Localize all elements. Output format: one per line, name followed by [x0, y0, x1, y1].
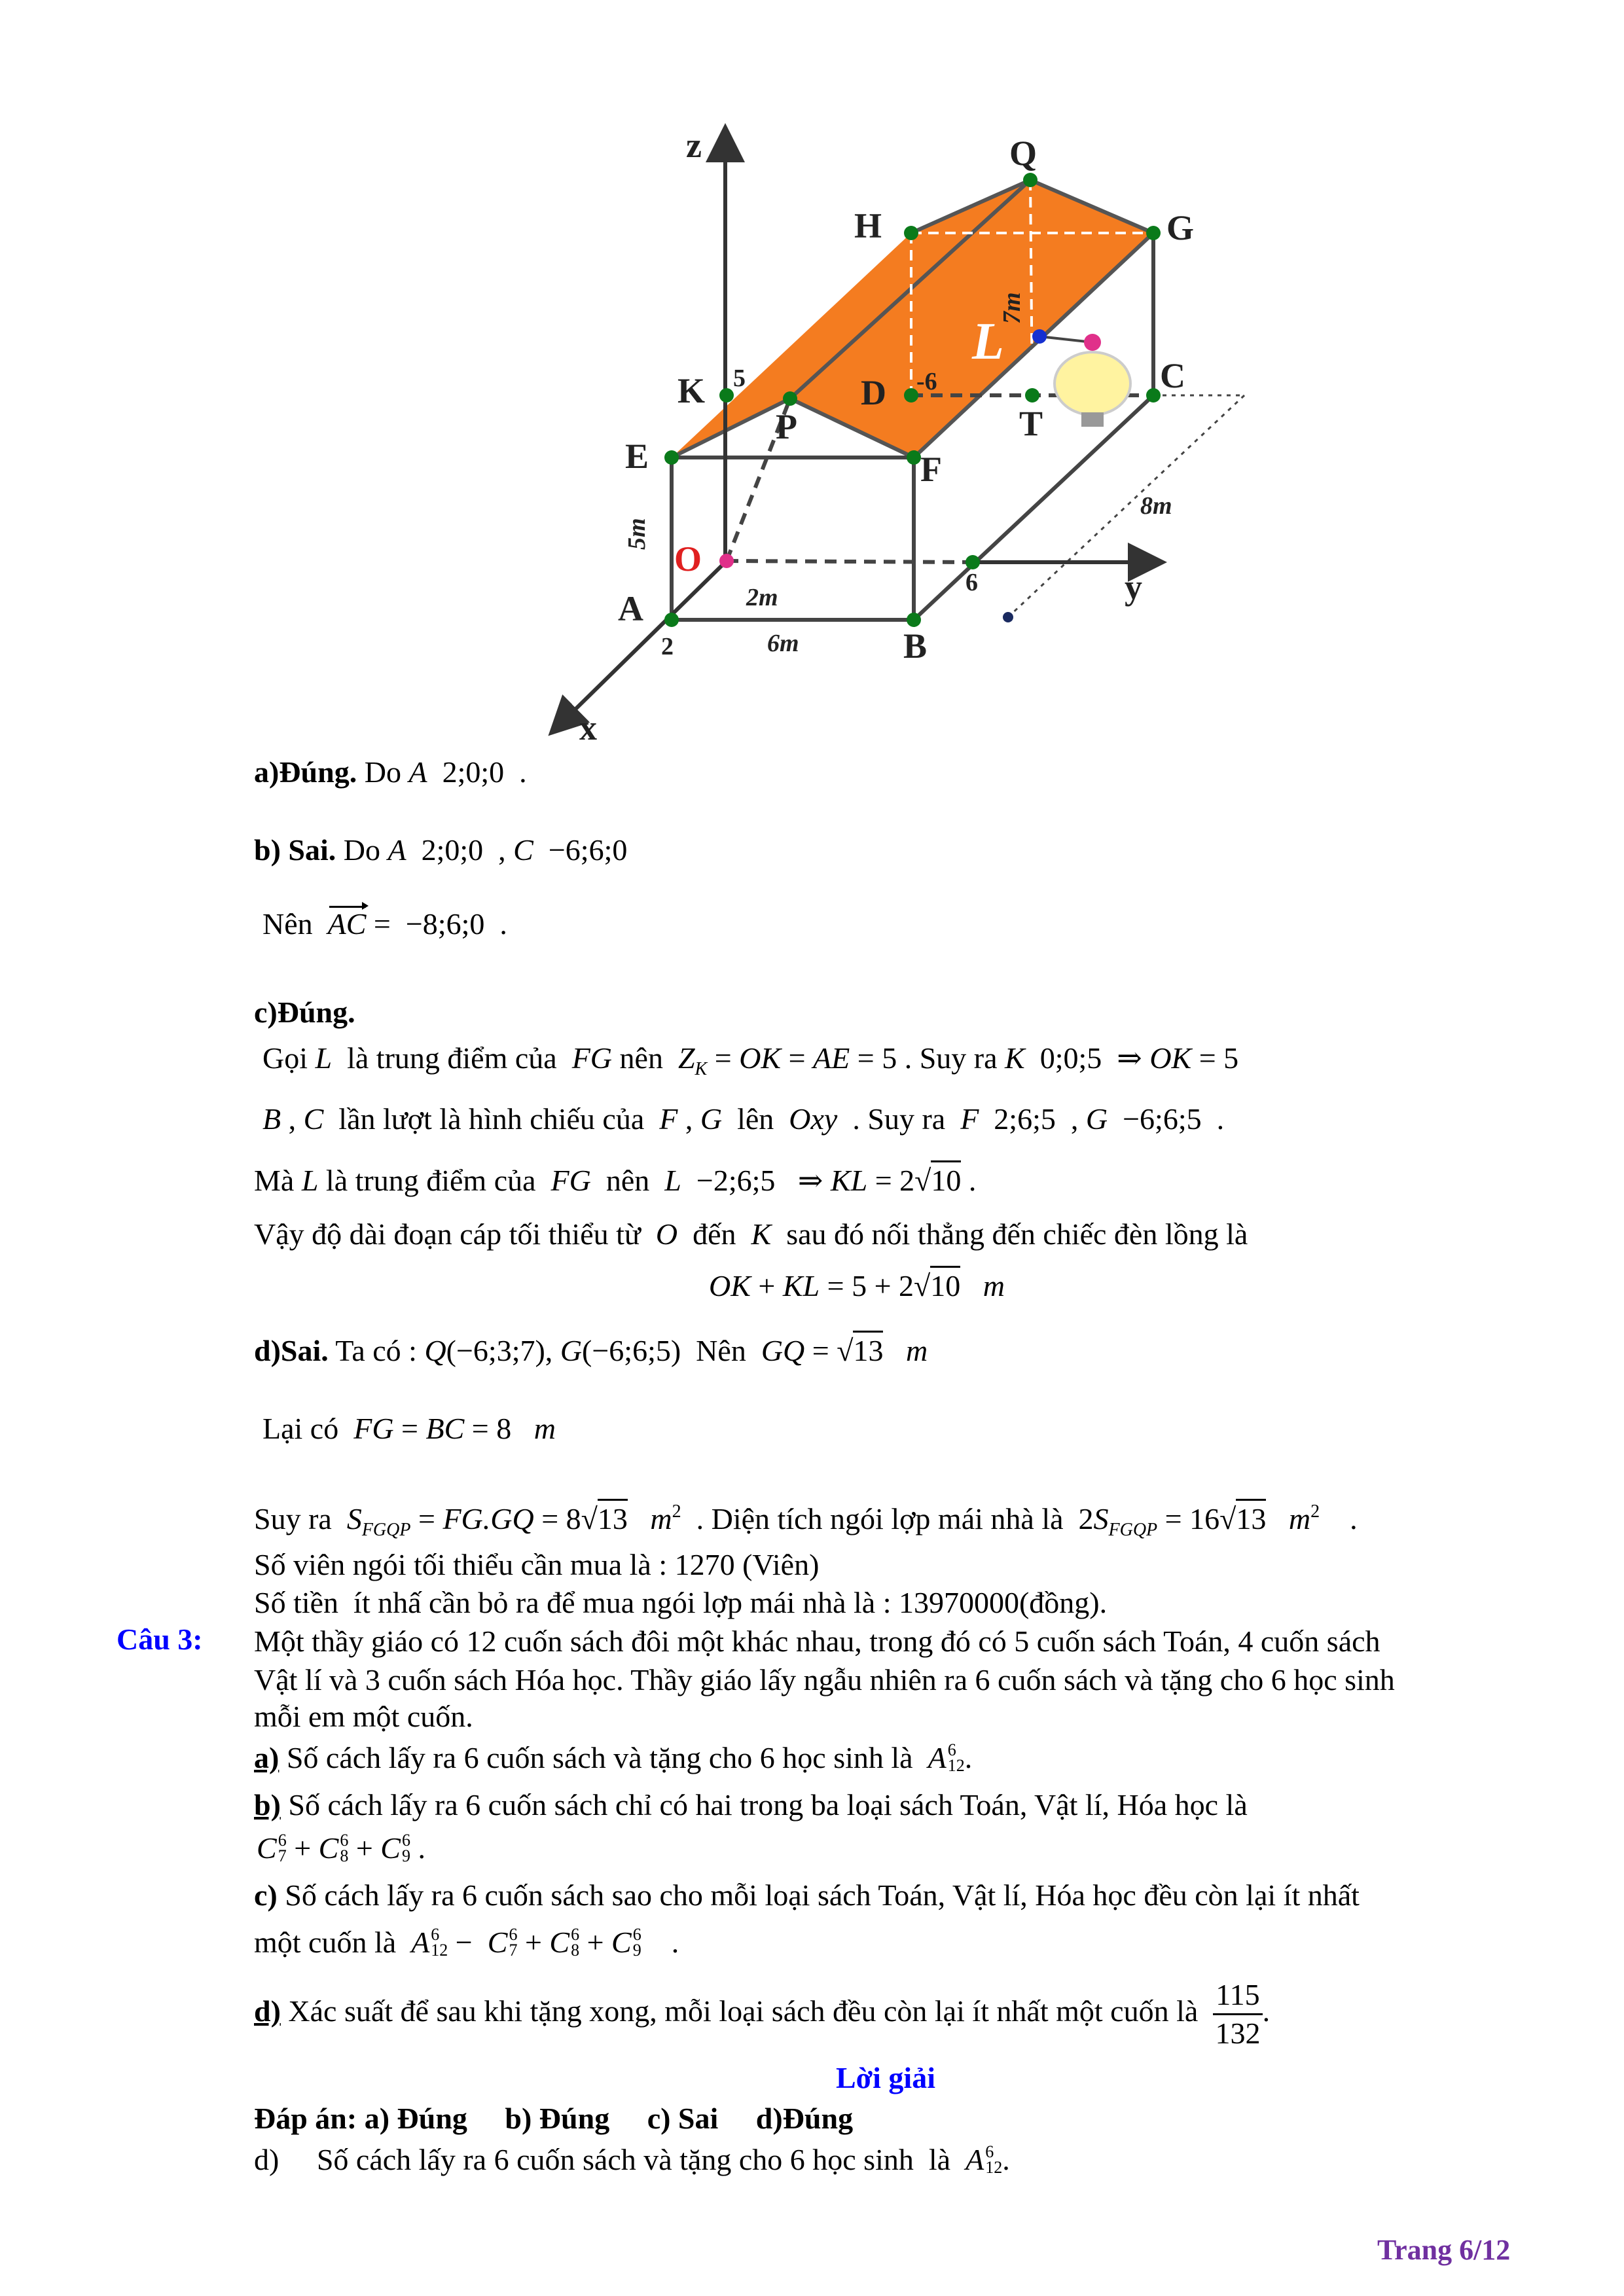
text-run: ,	[281, 1102, 304, 1136]
math-indices	[985, 2144, 1002, 2176]
question-text-1	[254, 1622, 1380, 1661]
math-sqrt	[914, 1160, 961, 1197]
text-run: = 5 . Suy ra	[850, 1041, 1005, 1075]
math-subscript: 12	[431, 1941, 448, 1960]
math-combinatorics	[549, 1923, 579, 1962]
math-variable: OK	[739, 1041, 782, 1075]
text-run: nên	[612, 1041, 678, 1075]
math-base: S	[1093, 1502, 1109, 1535]
math-variable: Q	[424, 1334, 446, 1367]
text-run: = 8	[533, 1502, 581, 1535]
answer-d-line5	[254, 1583, 1107, 1623]
text-run: =	[804, 1334, 837, 1367]
text-run: Số cách lấy ra 6 cuốn sách sao cho mỗi loại sách Toán, Vật lí, Hóa học đều còn lại ít nhất	[277, 1878, 1360, 1912]
text-run: −	[448, 1926, 488, 1959]
fraction-denominator: 132	[1215, 2017, 1261, 2050]
math-combinatorics	[965, 2140, 1002, 2179]
text-run: +	[517, 1926, 550, 1959]
page-number: Trang 6/12	[1377, 2234, 1511, 2266]
math-subscript: 8	[571, 1941, 580, 1960]
mark-6: 6	[965, 569, 978, 596]
mark-7m: 7m	[998, 292, 1026, 324]
text-run: ,	[677, 1102, 700, 1136]
sqrt-radicand: 10	[931, 1160, 961, 1197]
text-run: +	[348, 1831, 381, 1865]
label-x: x	[579, 708, 597, 747]
math-indices	[278, 1833, 287, 1864]
math-base: C	[257, 1831, 277, 1865]
answer-d-line2	[262, 1409, 556, 1448]
math-indices	[948, 1742, 965, 1774]
text-run: (−6;3;7),	[446, 1334, 560, 1367]
text-run: =	[707, 1041, 740, 1075]
math-variable: B	[262, 1102, 281, 1136]
math-subscript: 12	[985, 2158, 1003, 2177]
math-variable: K	[1005, 1041, 1025, 1075]
math-subscript: 12	[947, 1756, 965, 1775]
label-D: D	[861, 373, 886, 412]
math-variable: FG.GQ	[442, 1502, 534, 1535]
math-superscript: 6	[431, 1925, 440, 1944]
math-variable: G	[700, 1102, 723, 1136]
sqrt-radicand: 13	[853, 1331, 883, 1367]
math-superscript: 6	[340, 1831, 349, 1850]
label-H: H	[854, 206, 882, 245]
sqrt-sign: √	[914, 1164, 931, 1197]
text-run: Số viên ngói tối thiểu cần mua là : 1270 (Viên)	[254, 1548, 820, 1581]
text-run: lần lượt là hình chiếu của	[323, 1102, 660, 1136]
answer-d	[254, 1331, 928, 1371]
math-superscript: 6	[571, 1925, 580, 1944]
math-variable: L	[315, 1041, 333, 1075]
text-run: = 16	[1157, 1502, 1220, 1535]
text-run: =	[393, 1412, 426, 1445]
text-run: Nên	[262, 907, 328, 941]
math-base: Z	[677, 1041, 695, 1075]
math-superscript: 6	[509, 1925, 518, 1944]
math-base: S	[346, 1502, 362, 1535]
math-variable: BC	[425, 1412, 465, 1445]
text-run: .	[964, 1741, 973, 1774]
text-run: Một thầy giáo có 12 cuốn sách đôi một khác nhau, trong đó có 5 cuốn sách Toán, 4 cuốn sách	[254, 1624, 1380, 1658]
text-run: d)	[254, 1994, 281, 2028]
math-combinatorics	[611, 1923, 641, 1962]
math-variable: G	[560, 1334, 583, 1367]
geometry-figure	[0, 0, 1624, 785]
math-variable: FG	[353, 1412, 394, 1445]
label-E: E	[625, 437, 649, 476]
math-variable: m	[1288, 1502, 1311, 1535]
math-sqrt	[914, 1266, 960, 1302]
answer-c-line4	[254, 1215, 1248, 1254]
math-base: C	[549, 1926, 570, 1959]
sqrt-radicand: 13	[1236, 1499, 1266, 1535]
math-vector: AC	[328, 905, 367, 944]
text-run: a)Đúng.	[254, 755, 357, 789]
text-run: −6;6;5 .	[1108, 1102, 1225, 1136]
text-run: Số cách lấy ra 6 cuốn sách chỉ có hai trong ba loại sách Toán, Vật lí, Hóa học là	[280, 1788, 1248, 1821]
answer-d-line3	[254, 1492, 1358, 1550]
statement-c-formula	[254, 1923, 679, 1962]
text-run: = 5	[1191, 1041, 1239, 1075]
answer-c-line1	[262, 1039, 1238, 1089]
math-indices	[509, 1927, 517, 1958]
math-variable: L	[664, 1164, 681, 1197]
question-label: Câu 3:	[117, 1623, 203, 1656]
math-combinatorics	[319, 1829, 349, 1868]
label-F: F	[920, 450, 942, 489]
text-run: 2;6;5 ,	[979, 1102, 1086, 1136]
text-run: Gọi	[262, 1041, 316, 1075]
text-run: a)	[254, 1741, 280, 1774]
math-indices	[431, 1927, 448, 1958]
mark-2m: 2m	[746, 584, 778, 611]
text-run: d) Số cách lấy ra 6 cuốn sách và tặng cho 6 học sinh là	[254, 2143, 966, 2176]
text-run: Do	[357, 755, 409, 789]
math-base: A	[965, 2143, 984, 2176]
answer-c-formula	[709, 1266, 1005, 1306]
text-run: =	[410, 1502, 443, 1535]
text-run: +	[750, 1269, 783, 1302]
math-base: C	[487, 1926, 508, 1959]
answer-b	[254, 831, 627, 870]
text-run: 2	[1310, 1501, 1320, 1522]
label-y: y	[1125, 567, 1142, 607]
math-fraction	[1213, 1977, 1262, 2052]
text-run: .	[1262, 1994, 1271, 2028]
question-text-3	[254, 1697, 473, 1736]
text-run: Số cách lấy ra 6 cuốn sách và tặng cho 6 học sinh là	[279, 1741, 928, 1774]
text-run: Số tiền ít nhấ cần bỏ ra để mua ngói lợp mái nhà là : 13970000(đồng).	[254, 1586, 1108, 1619]
text-run: c)Đúng.	[254, 996, 355, 1029]
text-run: là trung điểm của	[318, 1164, 551, 1197]
text-run: Xác suất để sau khi tặng xong, mỗi loại sách đều còn lại ít nhất một cuốn là	[280, 1994, 1214, 2028]
math-variable: FG	[571, 1041, 613, 1075]
math-subscript: FGQP	[361, 1520, 411, 1540]
math-superscript: 6	[985, 2142, 994, 2161]
math-base: C	[611, 1926, 632, 1959]
sqrt-sign: √	[581, 1502, 598, 1535]
math-variable: F	[960, 1102, 979, 1136]
math-variable: G	[1085, 1102, 1108, 1136]
text-run: −6;6;0	[533, 833, 628, 867]
answer-c-line2	[262, 1100, 1224, 1139]
sqrt-sign: √	[1219, 1502, 1236, 1535]
math-superscript: 6	[947, 1740, 956, 1759]
math-variable: m	[650, 1502, 672, 1535]
statement-c	[254, 1876, 1360, 1915]
label-B: B	[903, 626, 928, 666]
math-subscript: FGQP	[1108, 1520, 1158, 1540]
text-run	[960, 1269, 983, 1302]
answer-a	[254, 753, 527, 792]
math-variable: AE	[813, 1041, 850, 1075]
question-text-2	[254, 1660, 1395, 1700]
label-T: T	[1019, 404, 1043, 443]
text-run	[628, 1502, 651, 1535]
text-run: là trung điểm của	[332, 1041, 572, 1075]
mark-8m: 8m	[1140, 492, 1172, 520]
text-run: Do	[336, 833, 388, 867]
answer-c-line3	[254, 1161, 976, 1200]
math-variable: A	[388, 833, 406, 867]
math-variable: OK	[709, 1269, 751, 1302]
text-run: Đáp án: a) Đúng b) Đúng c) Sai d)Đúng	[254, 2102, 854, 2135]
text-run: +	[579, 1926, 612, 1959]
math-variable: K	[751, 1217, 772, 1251]
text-run: lên	[722, 1102, 789, 1136]
text-run: . Suy ra	[837, 1102, 961, 1136]
answer-key	[254, 2099, 853, 2138]
math-combinatorics	[380, 1829, 410, 1868]
math-variable: m	[533, 1412, 556, 1445]
text-run: = 2	[867, 1164, 915, 1197]
text-run: .	[641, 1926, 679, 1959]
math-base: A	[411, 1926, 430, 1959]
text-run: = 8	[464, 1412, 534, 1445]
math-superscript: 6	[401, 1831, 410, 1850]
math-variable: F	[659, 1102, 678, 1136]
math-subscript: 9	[632, 1941, 641, 1960]
text-run: −2;6;5 ⇒	[681, 1164, 831, 1197]
label-C: C	[1160, 356, 1185, 395]
mark-2: 2	[661, 633, 674, 660]
solution-line	[254, 2140, 1010, 2179]
math-variable: Oxy	[789, 1102, 838, 1136]
label-A: A	[618, 589, 643, 628]
math-combinatorics	[928, 1738, 965, 1778]
sqrt-sign: √	[914, 1269, 931, 1302]
math-variable: OK	[1149, 1041, 1192, 1075]
math-combinatorics	[257, 1829, 287, 1868]
text-run: b) Sai.	[254, 833, 336, 867]
math-variable: KL	[782, 1269, 820, 1302]
text-run: c)	[254, 1878, 278, 1912]
text-run	[883, 1334, 906, 1367]
answer-b-vector	[262, 905, 507, 944]
text-run: 0;0;5 ⇒	[1024, 1041, 1150, 1075]
math-variable: L	[301, 1164, 319, 1197]
text-run: Vật lí và 3 cuốn sách Hóa học. Thầy giáo lấy ngẫu nhiên ra 6 cuốn sách và tặng cho 6 học sinh	[254, 1663, 1395, 1696]
math-variable: FG	[550, 1164, 591, 1197]
math-variable: C	[513, 833, 533, 867]
math-subscript: 7	[278, 1846, 287, 1865]
math-variable: A	[408, 755, 427, 789]
math-superscript: 6	[278, 1831, 287, 1850]
text-run: .	[410, 1831, 425, 1865]
math-variable: m	[983, 1269, 1005, 1302]
text-run: mỗi em một cuốn.	[254, 1700, 473, 1733]
math-combinatorics	[411, 1923, 448, 1962]
math-subscript: 8	[340, 1846, 349, 1865]
answer-c-heading	[254, 993, 355, 1032]
statement-b-formula	[257, 1829, 425, 1868]
mark-5m: 5m	[623, 518, 651, 550]
label-O: O	[674, 539, 702, 579]
math-indices	[340, 1833, 348, 1864]
text-run: Suy ra	[254, 1502, 347, 1535]
math-base: C	[380, 1831, 401, 1865]
label-L: L	[972, 313, 1004, 370]
text-run: 2	[672, 1501, 681, 1522]
math-subscript: 9	[401, 1846, 410, 1865]
lantern-icon	[1055, 352, 1130, 427]
math-sqrt	[581, 1499, 628, 1535]
mark-minus6: -6	[916, 368, 937, 395]
text-run: . Diện tích ngói lợp mái nhà là 2	[681, 1502, 1094, 1535]
text-run: +	[286, 1831, 319, 1865]
text-run: (−6;6;5) Nên	[582, 1334, 761, 1367]
math-variable: C	[303, 1102, 324, 1136]
math-subscripted	[677, 1041, 708, 1079]
math-superscript: 6	[632, 1925, 641, 1944]
statement-a	[254, 1738, 972, 1778]
text-run: = −8;6;0 .	[366, 907, 507, 941]
math-base: A	[928, 1741, 947, 1774]
text-run: một cuốn là	[254, 1926, 412, 1959]
text-run: Vậy độ dài đoạn cáp tối thiểu từ	[254, 1217, 656, 1251]
text-run: sau đó nối thẳng đến chiếc đèn lồng là	[771, 1217, 1248, 1251]
solution-heading: Lời giải	[836, 2061, 935, 2094]
text-run	[1266, 1502, 1289, 1535]
sqrt-sign: √	[837, 1334, 854, 1367]
math-indices	[571, 1927, 579, 1958]
sqrt-radicand: 13	[598, 1499, 628, 1535]
math-sqrt	[1219, 1499, 1266, 1535]
math-sqrt	[837, 1331, 883, 1367]
math-subscripted	[1093, 1502, 1158, 1540]
math-indices	[633, 1927, 641, 1958]
statement-b	[254, 1785, 1248, 1825]
sqrt-radicand: 10	[930, 1266, 960, 1302]
mark-5: 5	[733, 365, 746, 392]
math-variable: GQ	[761, 1334, 805, 1367]
roof	[672, 180, 1153, 457]
text-run: .	[1002, 2143, 1010, 2176]
math-subscript: 7	[509, 1941, 518, 1960]
fraction-numerator: 115	[1213, 1977, 1262, 2015]
math-variable: m	[905, 1334, 928, 1367]
math-variable: O	[655, 1217, 678, 1251]
answer-d-line4	[254, 1545, 819, 1585]
text-run: =	[781, 1041, 814, 1075]
math-base: C	[318, 1831, 339, 1865]
text-run: 2;0;0 ,	[406, 833, 514, 867]
text-run: 2;0;0 .	[427, 755, 527, 789]
math-combinatorics	[488, 1923, 518, 1962]
label-G: G	[1166, 208, 1195, 247]
text-run: d)Sai.	[254, 1334, 329, 1367]
text-run: .	[961, 1164, 977, 1197]
math-variable: KL	[830, 1164, 868, 1197]
math-subscripted	[346, 1502, 411, 1540]
text-run: b)	[254, 1788, 281, 1821]
statement-d	[254, 1977, 1270, 2052]
mark-6m: 6m	[767, 630, 799, 657]
math-subscript: K	[695, 1059, 708, 1079]
label-Q: Q	[1009, 134, 1038, 173]
text-run: Ta có :	[328, 1334, 425, 1367]
label-K: K	[677, 371, 706, 410]
text-run: .	[1320, 1502, 1358, 1535]
text-run: = 5 + 2	[820, 1269, 914, 1302]
math-indices	[402, 1833, 410, 1864]
text-run: Lại có	[262, 1412, 354, 1445]
label-P: P	[776, 407, 797, 446]
text-run: nên	[590, 1164, 665, 1197]
label-z: z	[686, 126, 702, 165]
text-run: Mà	[254, 1164, 302, 1197]
text-run: đến	[677, 1217, 751, 1251]
